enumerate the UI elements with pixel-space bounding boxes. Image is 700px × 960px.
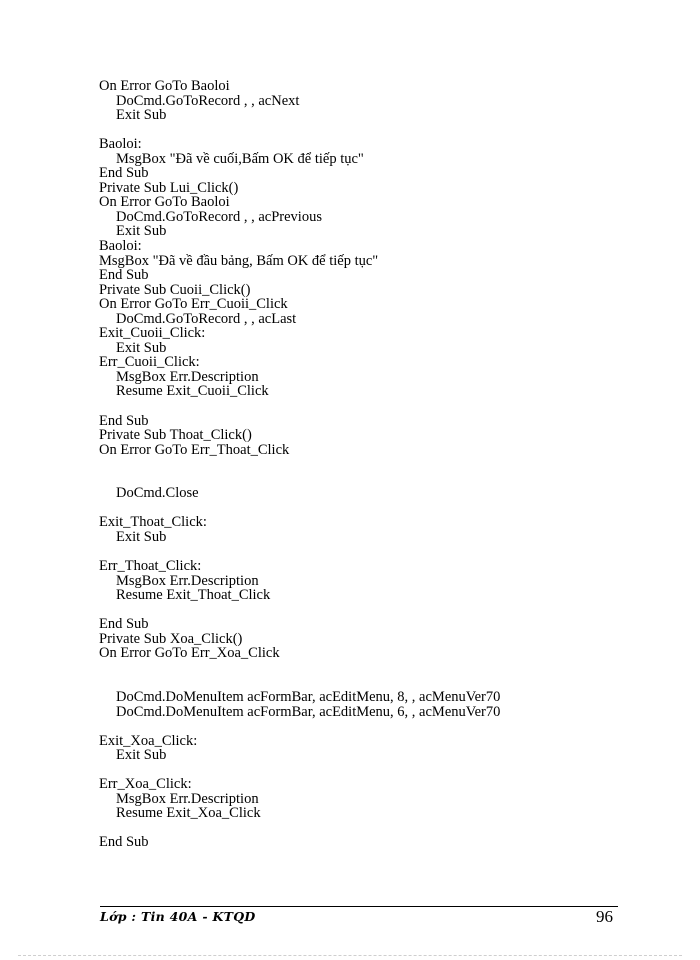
code-line: Private Sub Xoa_Click() — [99, 630, 243, 647]
code-line: MsgBox Err.Description — [116, 790, 259, 807]
code-listing — [99, 79, 639, 850]
code-line: End Sub — [99, 412, 149, 429]
code-line: Err_Thoat_Click: — [99, 558, 202, 575]
code-line: End Sub — [99, 165, 149, 182]
code-line: DoCmd.GoToRecord , , acNext — [116, 92, 300, 109]
code-line: On Error GoTo Err_Thoat_Click — [99, 441, 290, 458]
code-line: On Error GoTo Err_Xoa_Click — [99, 645, 280, 662]
code-line: Exit Sub — [116, 339, 167, 356]
code-line: End Sub — [99, 267, 149, 284]
code-line: Err_Xoa_Click: — [99, 776, 192, 793]
code-line: Exit Sub — [116, 107, 167, 124]
code-line: DoCmd.GoToRecord , , acPrevious — [116, 208, 322, 225]
code-line: Resume Exit_Cuoii_Click — [116, 383, 269, 400]
code-line: Exit_Thoat_Click: — [99, 514, 207, 531]
blank-line — [99, 719, 639, 734]
footer-class-label: Lớp : Tin 40A - KTQD — [100, 909, 256, 924]
code-line: Exit Sub — [116, 747, 167, 764]
code-line: On Error GoTo Baoloi — [99, 194, 230, 211]
code-line: DoCmd.DoMenuItem acFormBar, acEditMenu, 8, , acMenuVer70 — [116, 688, 501, 705]
blank-line — [99, 472, 639, 487]
blank-line — [99, 675, 639, 690]
code-line: Exit_Xoa_Click: — [99, 732, 198, 749]
code-line: MsgBox Err.Description — [116, 368, 259, 385]
page-number: 96 — [596, 907, 613, 926]
code-line: End Sub — [99, 616, 149, 633]
code-line: MsgBox Err.Description — [116, 572, 259, 589]
code-line: Private Sub Cuoii_Click() — [99, 281, 251, 298]
blank-line — [99, 763, 639, 778]
code-line: Err_Cuoii_Click: — [99, 354, 200, 371]
blank-line — [99, 457, 639, 472]
blank-line — [99, 545, 639, 560]
code-line: End Sub — [99, 834, 149, 851]
code-line: Exit Sub — [116, 528, 167, 545]
blank-line — [99, 821, 639, 836]
page-bottom-edge — [18, 955, 682, 956]
code-line: On Error GoTo Err_Cuoii_Click — [99, 296, 288, 313]
code-line: Baoloi: — [99, 136, 142, 153]
code-line: Private Sub Lui_Click() — [99, 179, 239, 196]
blank-line — [99, 399, 639, 414]
code-line: Resume Exit_Xoa_Click — [116, 805, 261, 822]
code-line: Exit Sub — [116, 223, 167, 240]
footer-divider — [100, 906, 618, 907]
code-line: Resume Exit_Thoat_Click — [116, 587, 271, 604]
code-line: Baoloi: — [99, 238, 142, 255]
code-line: MsgBox "Đã về cuối,Bấm OK để tiếp tục" — [116, 150, 364, 167]
blank-line — [99, 603, 639, 618]
code-line: MsgBox "Đã về đầu bảng, Bấm OK để tiếp tục" — [99, 252, 379, 269]
code-line: Private Sub Thoat_Click() — [99, 427, 252, 444]
blank-line — [99, 501, 639, 516]
blank-line — [99, 661, 639, 676]
code-line: DoCmd.Close — [116, 485, 199, 502]
code-line: On Error GoTo Baoloi — [99, 78, 230, 94]
code-line: DoCmd.GoToRecord , , acLast — [116, 310, 297, 327]
code-line: DoCmd.DoMenuItem acFormBar, acEditMenu, 6, , acMenuVer70 — [116, 703, 501, 720]
code-line: Exit_Cuoii_Click: — [99, 325, 206, 342]
blank-line — [99, 123, 639, 138]
